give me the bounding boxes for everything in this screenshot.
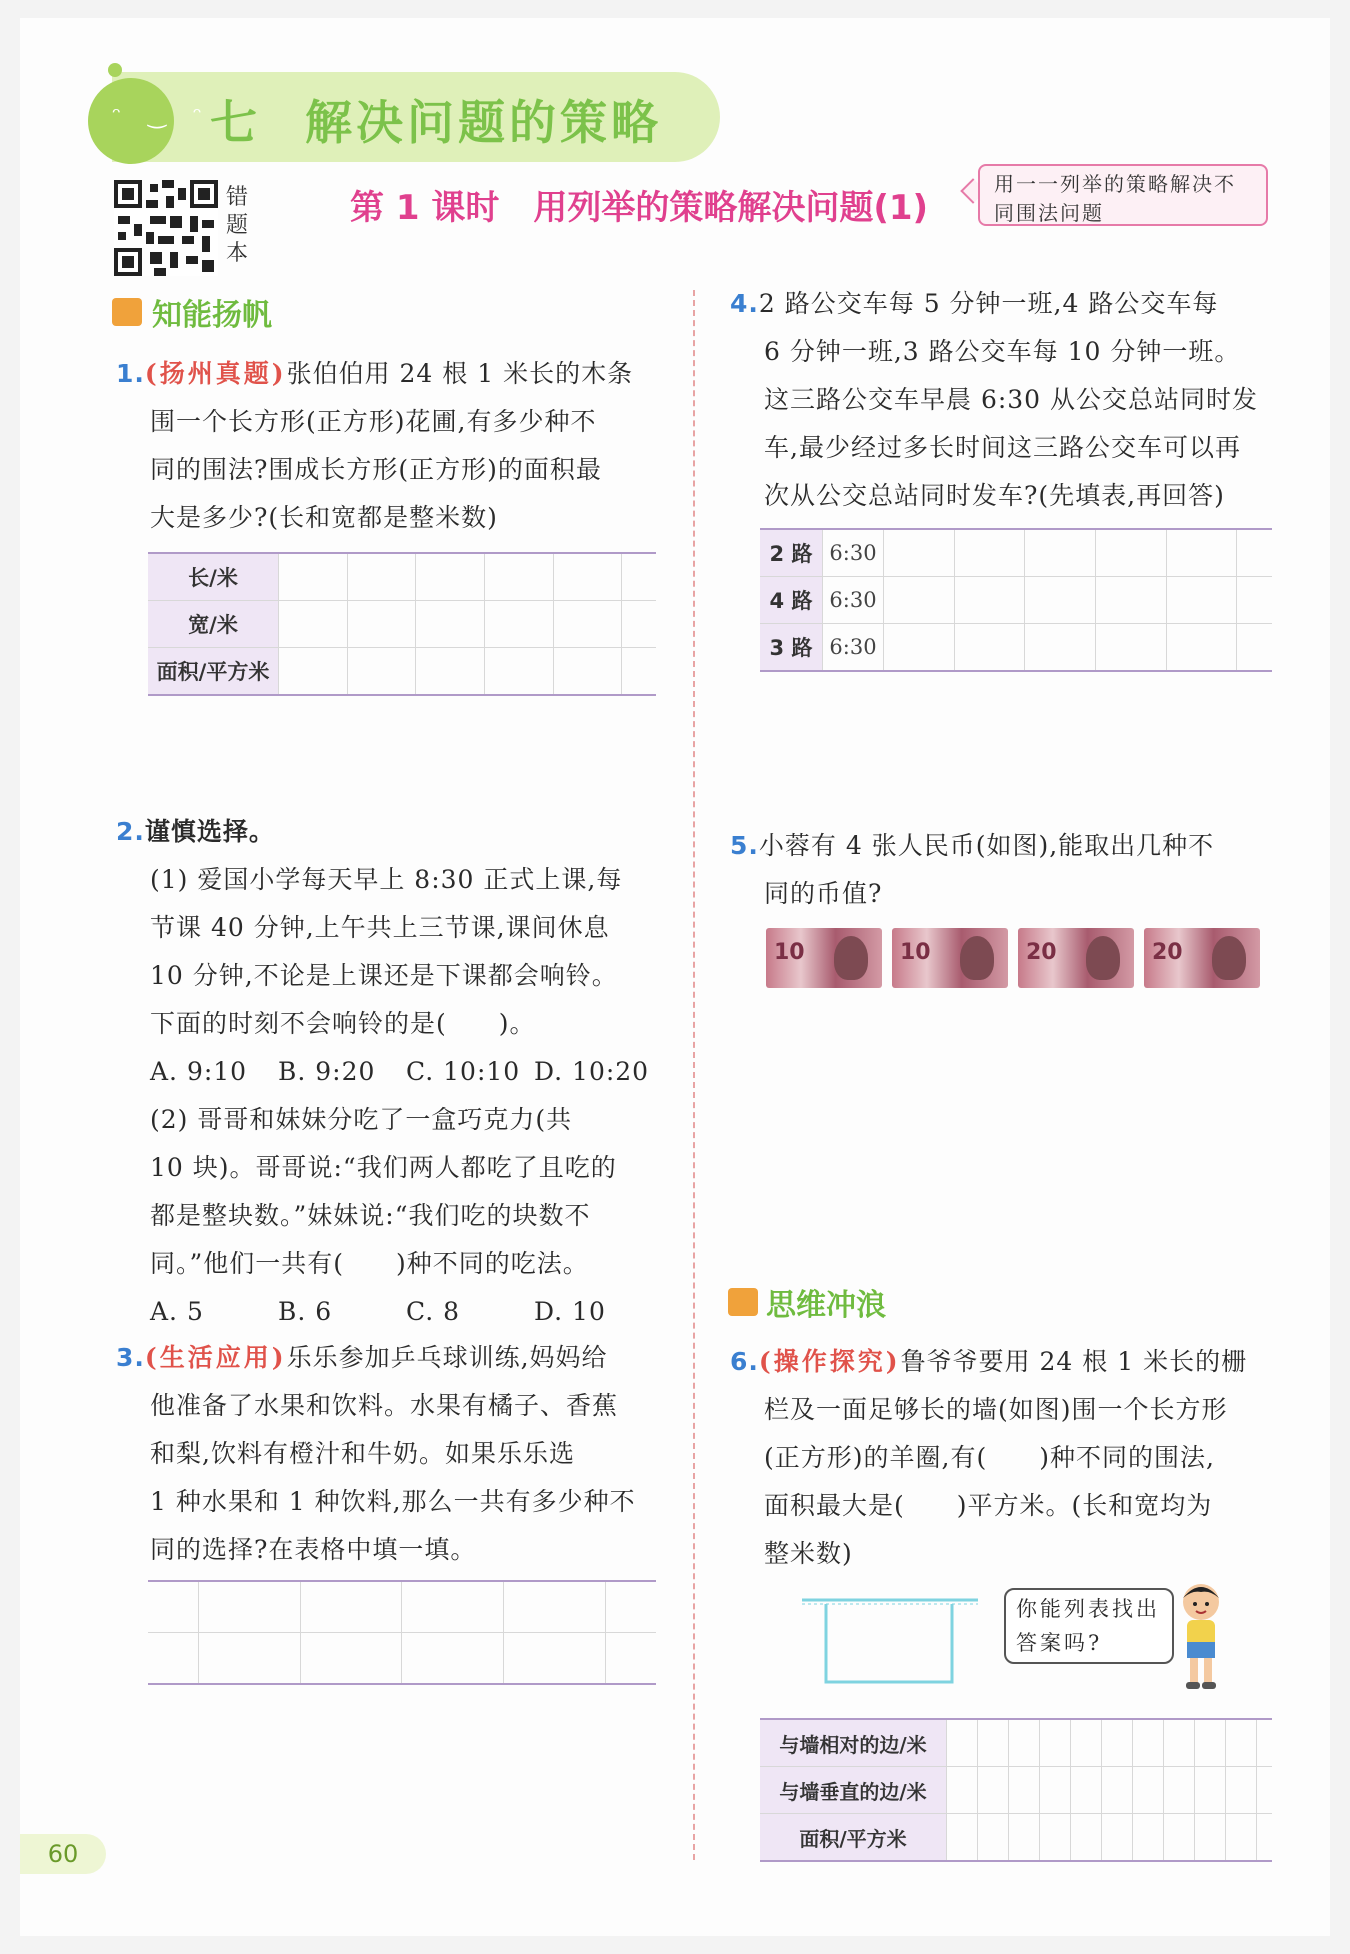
answer-cell[interactable] (199, 1633, 301, 1685)
answer-cell[interactable] (954, 529, 1025, 577)
question-6-table (760, 1718, 1272, 1862)
answer-cell[interactable] (978, 1767, 1009, 1814)
answer-cell[interactable] (553, 601, 622, 648)
banknote-image: 20 (1144, 928, 1260, 988)
answer-cell[interactable] (300, 1581, 402, 1633)
answer-cell[interactable] (402, 1581, 504, 1633)
question-1-table (148, 552, 656, 696)
answer-cell[interactable] (947, 1719, 978, 1767)
answer-cell[interactable] (978, 1719, 1009, 1767)
table-row (760, 624, 1272, 672)
answer-cell[interactable] (553, 648, 622, 696)
question-6-tag: (操作探究) (758, 1347, 901, 1376)
answer-cell[interactable] (300, 1633, 402, 1685)
row-header: 与墙相对的边/米 (760, 1719, 947, 1767)
answer-cell[interactable] (1009, 1719, 1040, 1767)
speech-bubble: 你能列表找出答案吗? (1004, 1588, 1174, 1664)
answer-cell[interactable] (1095, 577, 1166, 624)
option-a[interactable]: A. 5 (150, 1297, 204, 1326)
option-a[interactable]: A. 9:10 (150, 1057, 248, 1086)
row-header: 面积/平方米 (760, 1814, 947, 1862)
lesson-title (350, 180, 928, 229)
answer-cell[interactable] (1237, 624, 1272, 672)
question-6-number: 6. (730, 1347, 759, 1376)
option-c[interactable]: C. 10:10 (406, 1057, 521, 1086)
answer-cell[interactable] (484, 601, 553, 648)
answer-cell[interactable] (1164, 1719, 1195, 1767)
answer-cell[interactable] (978, 1814, 1009, 1862)
answer-cell[interactable] (1133, 1767, 1164, 1814)
option-b[interactable]: B. 6 (278, 1297, 333, 1326)
answer-cell[interactable] (1102, 1767, 1133, 1814)
answer-cell[interactable] (1095, 529, 1166, 577)
question-4 (730, 280, 1290, 520)
answer-cell[interactable] (279, 648, 348, 696)
table-row (148, 1581, 656, 1633)
question-4-table (760, 528, 1272, 672)
answer-cell[interactable] (347, 553, 416, 601)
answer-cell[interactable] (1071, 1719, 1102, 1767)
time-cell: 6:30 (823, 624, 884, 672)
answer-cell[interactable] (484, 648, 553, 696)
question-5 (730, 822, 1290, 918)
table-row (148, 1633, 656, 1685)
question-3-tag: (生活应用) (144, 1343, 287, 1372)
answer-cell[interactable] (1164, 1814, 1195, 1862)
answer-cell[interactable] (1009, 1814, 1040, 1862)
row-header: 宽/米 (148, 601, 279, 648)
answer-cell[interactable] (199, 1581, 301, 1633)
wall-pen-diagram (802, 1594, 978, 1686)
lesson-label: 第 1 课时 (350, 188, 500, 228)
answer-cell[interactable] (148, 1581, 199, 1633)
answer-cell[interactable] (1040, 1719, 1071, 1767)
answer-cell[interactable] (1195, 1767, 1226, 1814)
question-1 (116, 350, 676, 542)
section-title-right: 思维冲浪 (766, 1288, 886, 1323)
question-2-part-2: (2) 哥哥和妹妹分吃了一盒巧克力(共 10 块)。哥哥说:“我们两人都吃了且吃的 都是整块数。”妹妹说:“我们吃的块数不 同。”他们一共有( )种不同的吃法。 (150, 1105, 617, 1278)
question-3-number: 3. (116, 1343, 145, 1372)
question-5-number: 5. (730, 831, 759, 860)
unit-number: 七 (210, 96, 261, 151)
answer-cell[interactable] (1025, 529, 1096, 577)
question-2-part-1: (1) 爱国小学每天早上 8:30 正式上课,每 节课 40 分钟,上午共上三节课,课间休息 10 分钟,不论是上课还是下课都会响铃。 下面的时刻不会响铃的是( )。 (150, 865, 623, 1038)
route-label: 4 路 (760, 577, 823, 624)
question-6-text: 6.(操作探究)鲁爷爷要用 24 根 1 米长的栅 栏及一面足够长的墙(如图)围一个长方形 (正方形)的羊圈,有( )种不同的围法, 面积最大是( )平方米。(长和宽均为 整米数) (730, 1347, 1248, 1568)
route-label: 2 路 (760, 529, 823, 577)
banknote-image: 20 (1018, 928, 1134, 988)
answer-cell[interactable] (553, 553, 622, 601)
question-4-text: 4.2 路公交车每 5 分钟一班,4 路公交车每 6 分钟一班,3 路公交车每 10 分钟一班。 这三路公交车早晨 6:30 从公交总站同时发 车,最少经过多长时间这三路公交车可以再 次从公交总站同时发车?(先填表,再回答) (730, 289, 1259, 510)
row-header: 长/米 (148, 553, 279, 601)
answer-cell[interactable] (1040, 1767, 1071, 1814)
banknote-image: 10 (766, 928, 882, 988)
row-header: 面积/平方米 (148, 648, 279, 696)
question-6 (730, 1338, 1290, 1578)
answer-cell[interactable] (402, 1633, 504, 1685)
answer-cell[interactable] (622, 553, 656, 601)
answer-cell[interactable] (1071, 1767, 1102, 1814)
answer-cell[interactable] (1237, 529, 1272, 577)
answer-cell[interactable] (622, 648, 656, 696)
question-2-part-2-options (116, 1288, 676, 1336)
answer-cell[interactable] (148, 1633, 199, 1685)
answer-cell[interactable] (1195, 1719, 1226, 1767)
question-2 (116, 808, 676, 1336)
answer-cell[interactable] (884, 529, 955, 577)
table-row (148, 553, 656, 601)
table-row (148, 648, 656, 696)
answer-cell[interactable] (484, 553, 553, 601)
answer-cell[interactable] (1071, 1814, 1102, 1862)
answer-cell[interactable] (416, 601, 485, 648)
answer-cell[interactable] (1095, 624, 1166, 672)
answer-cell[interactable] (1166, 529, 1237, 577)
answer-cell[interactable] (1133, 1814, 1164, 1862)
answer-cell[interactable] (954, 577, 1025, 624)
sail-icon (112, 298, 142, 326)
answer-cell[interactable] (884, 624, 955, 672)
table-row (760, 1719, 1272, 1767)
row-header: 与墙垂直的边/米 (760, 1767, 947, 1814)
answer-cell[interactable] (504, 1581, 606, 1633)
table-row (760, 529, 1272, 577)
question-1-number: 1. (116, 359, 145, 388)
answer-cell[interactable] (279, 601, 348, 648)
answer-cell[interactable] (1257, 1814, 1273, 1862)
option-b[interactable]: B. 9:20 (278, 1057, 376, 1086)
question-2-number: 2. (116, 817, 145, 846)
lesson-name: 用列举的策略解决问题(1) (533, 188, 929, 228)
table-row (760, 1814, 1272, 1862)
question-3-text: 3.(生活应用)乐乐参加乒乓球训练,妈妈给 他准备了水果和饮料。水果有橘子、香蕉 和梨,饮料有橙汁和牛奶。如果乐乐选 1 种水果和 1 种饮料,那么一共有多少种不 同的选择?在表格中填一填。 (116, 1343, 636, 1564)
route-label: 3 路 (760, 624, 823, 672)
answer-cell[interactable] (947, 1814, 978, 1862)
answer-cell[interactable] (347, 601, 416, 648)
answer-cell[interactable] (622, 601, 656, 648)
answer-cell[interactable] (1102, 1719, 1133, 1767)
answer-cell[interactable] (504, 1633, 606, 1685)
question-4-number: 4. (730, 289, 759, 318)
table-row (760, 1767, 1272, 1814)
answer-cell[interactable] (1102, 1814, 1133, 1862)
answer-cell[interactable] (1166, 577, 1237, 624)
option-d[interactable]: D. 10 (534, 1297, 606, 1326)
answer-cell[interactable] (605, 1633, 656, 1685)
answer-cell[interactable] (1226, 1767, 1257, 1814)
question-1-tag: (扬州真题) (144, 359, 287, 388)
answer-cell[interactable] (1237, 577, 1272, 624)
question-2-title: 谨慎选择。 (144, 817, 275, 846)
child-character-icon (1170, 1580, 1232, 1692)
unit-name: 解决问题的策略 (305, 96, 662, 151)
answer-cell[interactable] (1257, 1719, 1273, 1767)
question-5-text: 5.小蓉有 4 张人民币(如图),能取出几种不 同的币值? (730, 831, 1215, 908)
answer-cell[interactable] (1025, 624, 1096, 672)
qr-code-icon[interactable] (114, 180, 218, 276)
answer-cell[interactable] (954, 624, 1025, 672)
time-cell: 6:30 (823, 529, 884, 577)
banknote-image: 10 (892, 928, 1008, 988)
answer-cell[interactable] (416, 553, 485, 601)
answer-cell[interactable] (1164, 1767, 1195, 1814)
answer-cell[interactable] (1009, 1767, 1040, 1814)
answer-cell[interactable] (605, 1581, 656, 1633)
option-c[interactable]: C. 8 (406, 1297, 461, 1326)
mascot-face: ᵔ ‿ ᵔ (112, 104, 212, 129)
section-title-left: 知能扬帆 (152, 298, 272, 333)
question-2-part-1-options (116, 1048, 676, 1096)
question-3 (116, 1334, 676, 1574)
answer-cell[interactable] (1226, 1814, 1257, 1862)
page-number: 60 (20, 1834, 106, 1874)
wave-icon (728, 1288, 758, 1316)
answer-cell[interactable] (347, 648, 416, 696)
table-row (760, 577, 1272, 624)
answer-cell[interactable] (1226, 1719, 1257, 1767)
table-row (148, 601, 656, 648)
option-d[interactable]: D. 10:20 (534, 1057, 650, 1086)
time-cell: 6:30 (823, 577, 884, 624)
answer-cell[interactable] (1040, 1814, 1071, 1862)
answer-cell[interactable] (1025, 577, 1096, 624)
answer-cell[interactable] (416, 648, 485, 696)
qr-label: 错题本 (226, 185, 249, 266)
question-1-text: 1.(扬州真题)张伯伯用 24 根 1 米长的木条 围一个长方形(正方形)花圃,有多少种不 同的围法?围成长方形(正方形)的面积最 大是多少?(长和宽都是整米数) (116, 359, 634, 532)
answer-cell[interactable] (1133, 1719, 1164, 1767)
answer-cell[interactable] (279, 553, 348, 601)
answer-cell[interactable] (884, 577, 955, 624)
lesson-tip: 用一一列举的策略解决不同围法问题 (978, 164, 1268, 226)
question-3-table (148, 1580, 656, 1685)
answer-cell[interactable] (1195, 1814, 1226, 1862)
mascot-antenna (108, 63, 122, 77)
column-divider (693, 290, 695, 1860)
answer-cell[interactable] (1257, 1767, 1273, 1814)
question-2-title-line (116, 808, 676, 856)
unit-title (210, 86, 662, 153)
answer-cell[interactable] (1166, 624, 1237, 672)
answer-cell[interactable] (947, 1767, 978, 1814)
